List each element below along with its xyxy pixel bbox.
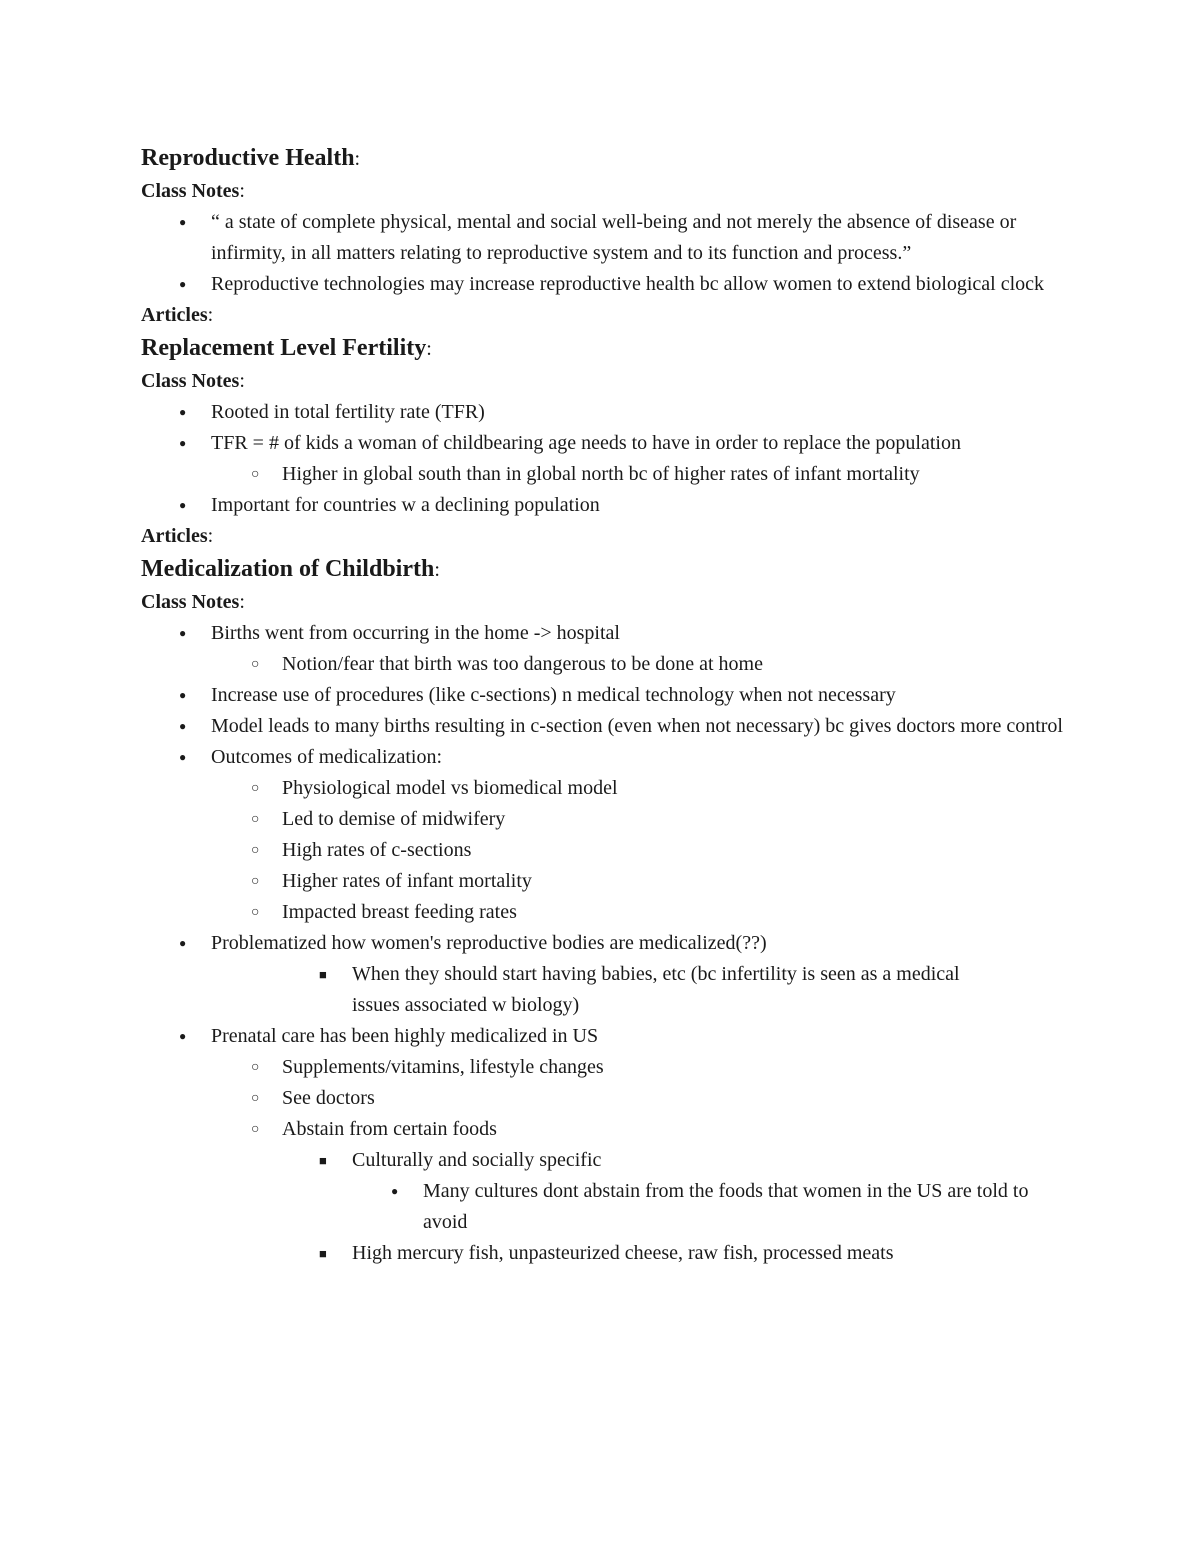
list-item: ● Outcomes of medicalization: <box>141 742 1071 773</box>
list-item: ○ Impacted breast feeding rates <box>141 897 1072 928</box>
list-item: ● TFR = # of kids a woman of childbearing age needs to have in order to replace the population <box>141 428 1071 459</box>
list-item: ● “ a state of complete physical, mental and social well-being and not merely the absence of disease or infirmity, in all matters relating to reproductive system and to its function and process.” <box>141 207 1071 269</box>
bullet-filled-icon: ● <box>179 719 187 733</box>
section-heading: Medicalization of Childbirth: <box>141 556 440 582</box>
list-item: ○ Physiological model vs biomedical model <box>141 773 1072 804</box>
list-item: ● Problematized how women's reproductive bodies are medicalized(??) <box>141 928 1071 959</box>
bullet-filled-icon: ● <box>179 936 187 950</box>
list-item: ○ Abstain from certain foods <box>141 1114 1072 1145</box>
bullet-square-icon: ■ <box>319 1246 327 1261</box>
bullet-hollow-icon: ○ <box>251 812 260 827</box>
bullet-hollow-icon: ○ <box>251 781 260 796</box>
list-item: ■ Culturally and socially specific <box>141 1145 992 1176</box>
section-heading: Reproductive Health: <box>141 145 361 171</box>
bullet-hollow-icon: ○ <box>251 467 260 482</box>
list-item: ○ Led to demise of midwifery <box>141 804 1072 835</box>
bullet-filled-icon: ● <box>179 436 187 450</box>
bullet-hollow-icon: ○ <box>251 843 260 858</box>
list-item: ○ See doctors <box>141 1083 1072 1114</box>
list-item: ○ Supplements/vitamins, lifestyle changes <box>141 1052 1072 1083</box>
list-item: ● Model leads to many births resulting in c-section (even when not necessary) bc gives doctors more control <box>141 711 1071 742</box>
bullet-filled-icon: ● <box>179 405 187 419</box>
class-notes-label: Class Notes: <box>141 180 245 202</box>
list-item: ● Births went from occurring in the home -> hospital <box>141 618 1071 649</box>
list-item: ○ Notion/fear that birth was too dangerous to be done at home <box>141 649 1072 680</box>
bullet-hollow-icon: ○ <box>251 657 260 672</box>
list-item: ● Rooted in total fertility rate (TFR) <box>141 397 1071 428</box>
bullet-filled-icon: ● <box>179 1029 187 1043</box>
class-notes-label: Class Notes: <box>141 370 245 392</box>
list-item: ○ Higher in global south than in global north bc of higher rates of infant mortality <box>141 459 1072 490</box>
bullet-filled-icon: ● <box>391 1184 399 1198</box>
section-heading: Replacement Level Fertility: <box>141 335 432 361</box>
class-notes-label: Class Notes: <box>141 591 245 613</box>
list-item: ● Increase use of procedures (like c-sections) n medical technology when not necessary <box>141 680 1071 711</box>
list-item: ■ When they should start having babies, etc (bc infertility is seen as a medical issues associated w biology) <box>141 959 992 1021</box>
bullet-filled-icon: ● <box>179 750 187 764</box>
list-item: ● Prenatal care has been highly medicalized in US <box>141 1021 1071 1052</box>
bullet-hollow-icon: ○ <box>251 874 260 889</box>
bullet-square-icon: ■ <box>319 967 327 982</box>
list-item: ○ High rates of c-sections <box>141 835 1072 866</box>
bullet-hollow-icon: ○ <box>251 1122 260 1137</box>
list-item: ■ High mercury fish, unpasteurized cheese, raw fish, processed meats <box>141 1238 992 1269</box>
bullet-filled-icon: ● <box>179 277 187 291</box>
bullet-filled-icon: ● <box>179 498 187 512</box>
document-body <box>141 141 1081 1269</box>
list-item: ● Many cultures dont abstain from the foods that women in the US are told to avoid <box>141 1176 1043 1238</box>
list-item: ○ Higher rates of infant mortality <box>141 866 1072 897</box>
bullet-filled-icon: ● <box>179 626 187 640</box>
bullet-hollow-icon: ○ <box>251 1060 260 1075</box>
bullet-hollow-icon: ○ <box>251 1091 260 1106</box>
list-item: ● Important for countries w a declining population <box>141 490 1071 521</box>
bullet-filled-icon: ● <box>179 215 187 229</box>
list-item: ● Reproductive technologies may increase reproductive health bc allow women to extend biological clock <box>141 269 1071 300</box>
articles-label: Articles: <box>141 304 214 326</box>
bullet-square-icon: ■ <box>319 1153 327 1168</box>
bullet-filled-icon: ● <box>179 688 187 702</box>
articles-label: Articles: <box>141 525 214 547</box>
bullet-hollow-icon: ○ <box>251 905 260 920</box>
